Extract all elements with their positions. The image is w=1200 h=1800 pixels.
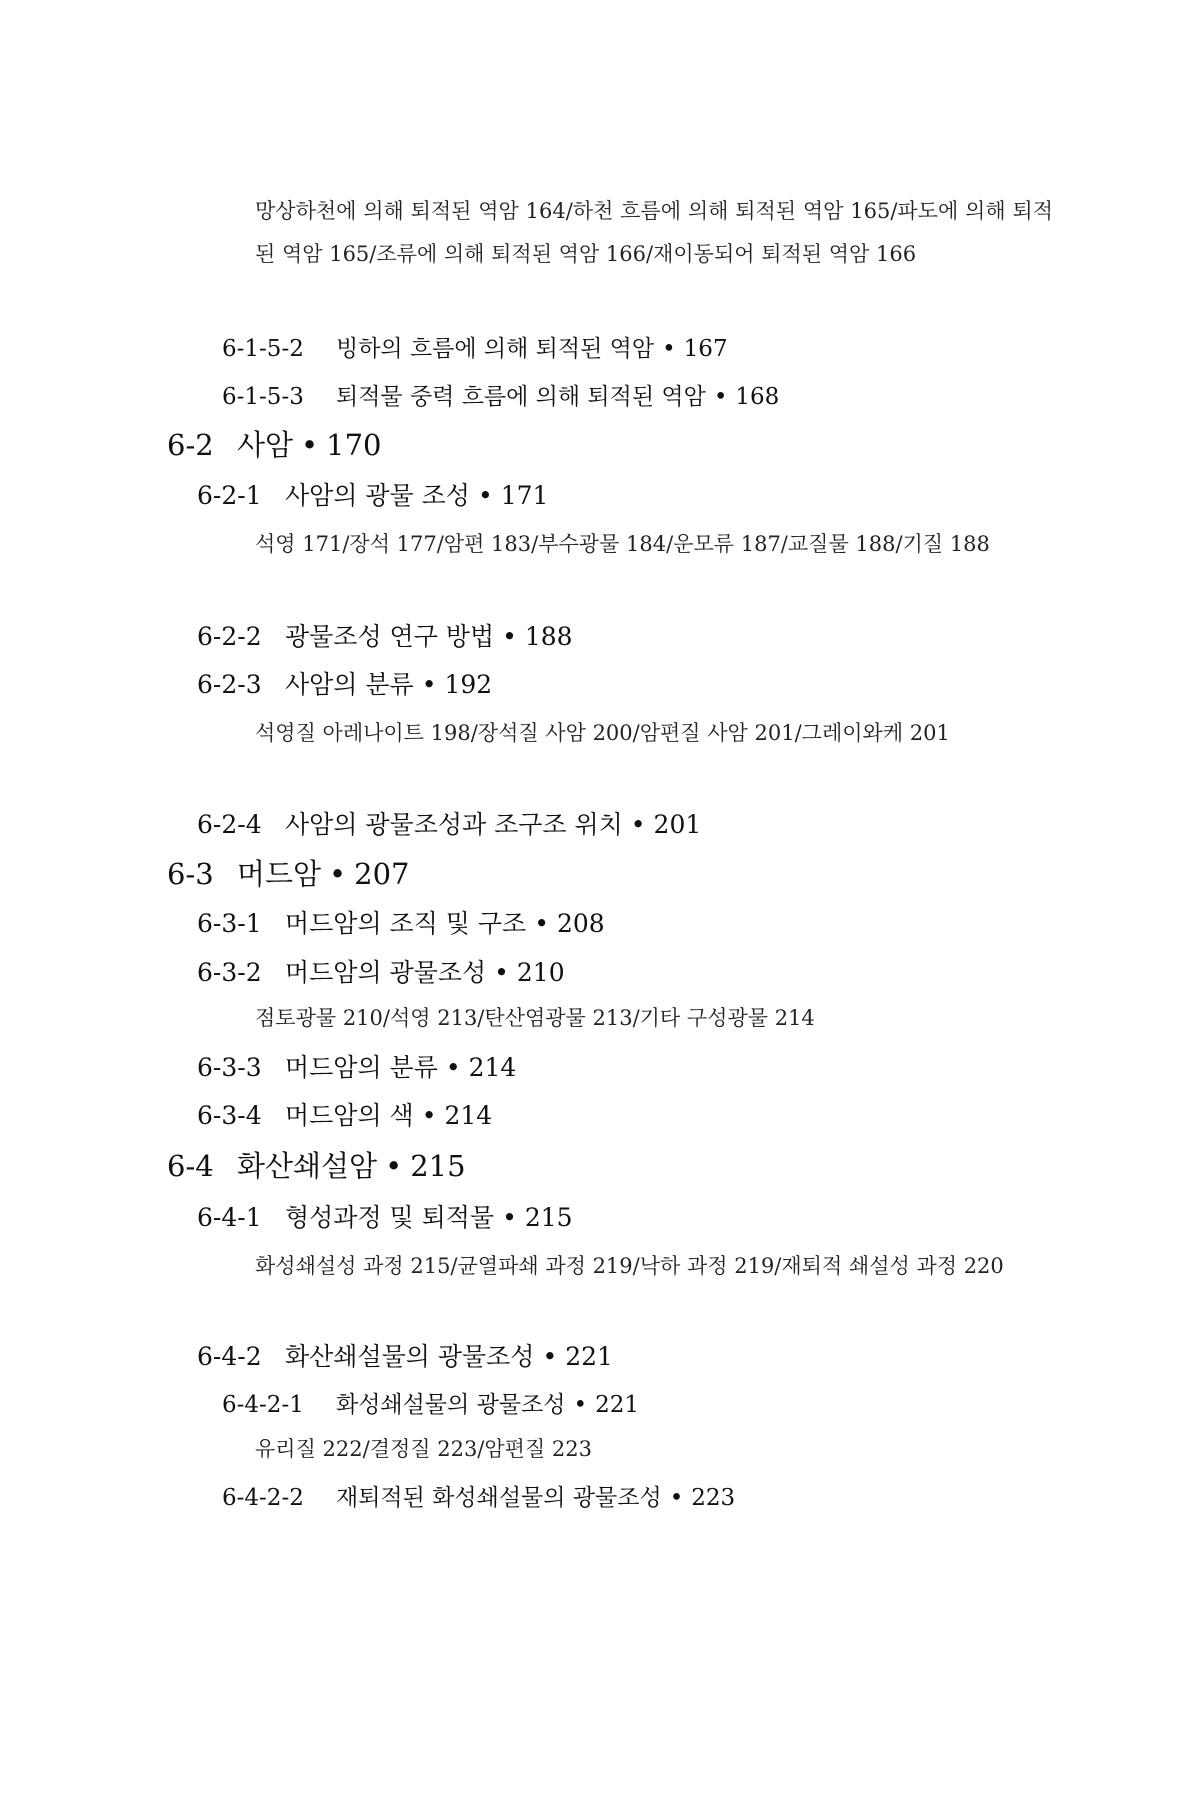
- section-title: 화성쇄설물의 광물조성: [336, 1392, 566, 1418]
- toc-entry-6-3-4: [197, 1096, 492, 1132]
- toc-entry-6-2-2: [197, 617, 573, 653]
- toc-entry-6-2: [167, 423, 382, 464]
- separator-dot: •: [301, 428, 319, 462]
- section-title: 화산쇄설물의 광물조성: [285, 1342, 535, 1371]
- section-title: 광물조성 연구 방법: [285, 622, 495, 651]
- toc-entry-6-3-2: [197, 953, 565, 989]
- toc-entry-6-3-3: [197, 1048, 516, 1084]
- toc-entry-6-4-1: [197, 1198, 573, 1234]
- page-number: 221: [595, 1392, 639, 1418]
- separator-dot: •: [445, 1053, 461, 1082]
- page-number: 210: [516, 958, 565, 987]
- separator-dot: •: [421, 670, 437, 699]
- separator-dot: •: [534, 909, 549, 938]
- separator-dot: •: [385, 1149, 403, 1183]
- toc-item-description: 망상하천에 의해 퇴적된 역암 164/하천 흐름에 의해 퇴적된 역암 165/파도에 의해 퇴적된 역암 165/조류에 의해 퇴적된 역암 166/재이동되어 퇴적된 역암 166: [255, 199, 1053, 266]
- separator-dot: •: [662, 336, 676, 362]
- section-title: 화산쇄설암: [237, 1149, 378, 1183]
- section-number: 6-2: [167, 428, 214, 462]
- section-title: 사암의 광물 조성: [285, 481, 470, 510]
- toc-entry-6-2-3: [197, 665, 492, 701]
- separator-dot: •: [494, 958, 509, 987]
- separator-dot: •: [502, 622, 517, 651]
- separator-dot: •: [713, 384, 728, 410]
- page-number: 208: [556, 909, 605, 938]
- page-number: 192: [444, 670, 493, 699]
- section-number: 6-3-4: [197, 1101, 262, 1130]
- page-number: 207: [354, 857, 410, 891]
- toc-entry-6-3-1: [197, 904, 605, 940]
- section-title: 머드암의 광물조성: [285, 958, 487, 987]
- page-number: 188: [524, 622, 573, 651]
- toc-item-description: 점토광물 210/석영 213/탄산염광물 213/기타 구성광물 214: [255, 1006, 815, 1030]
- toc-entry-6-4: [167, 1144, 466, 1185]
- section-number: 6-2-3: [197, 670, 262, 699]
- separator-dot: •: [421, 1101, 437, 1130]
- toc-entry-6-2-4: [197, 805, 701, 841]
- section-number: 6-2-2: [197, 622, 262, 651]
- separator-dot: •: [630, 810, 646, 839]
- section-number: 6-4-2-2: [222, 1485, 304, 1511]
- section-number: 6-1-5-2: [222, 336, 304, 362]
- section-title: 사암의 분류: [285, 670, 414, 699]
- separator-dot: •: [477, 481, 493, 510]
- separator-dot: •: [329, 857, 347, 891]
- toc-entry-6-1-5-2: [222, 330, 728, 363]
- toc-entry-6-3: [167, 852, 410, 893]
- separator-dot: •: [502, 1203, 517, 1232]
- toc-entry-6-4-2: [197, 1337, 613, 1373]
- section-title: 머드암: [237, 857, 322, 891]
- section-title: 사암: [237, 428, 294, 462]
- page-number: 171: [500, 481, 549, 510]
- section-title: 머드암의 분류: [285, 1053, 438, 1082]
- toc-entry-6-4-2-2: [222, 1479, 735, 1512]
- page-number: 214: [444, 1101, 493, 1130]
- section-title: 머드암의 색: [285, 1101, 414, 1130]
- page-number: 223: [691, 1485, 736, 1511]
- section-title: 사암의 광물조성과 조구조 위치: [285, 810, 623, 839]
- toc-item-description: 석영질 아레나이트 198/장석질 사암 200/암편질 사암 201/그레이와케 201: [255, 721, 950, 745]
- section-title: 형성과정 및 퇴적물: [285, 1203, 495, 1232]
- page-number: 214: [468, 1053, 517, 1082]
- toc-entry-6-1-5-3: [222, 378, 779, 411]
- separator-dot: •: [669, 1485, 684, 1511]
- section-number: 6-4-1: [197, 1203, 262, 1232]
- section-number: 6-1-5-3: [222, 384, 304, 410]
- section-number: 6-4-2-1: [222, 1392, 304, 1418]
- toc-entry-6-4-2-1: [222, 1386, 639, 1419]
- section-title: 재퇴적된 화성쇄설물의 광물조성: [336, 1485, 662, 1511]
- page-number: 215: [524, 1203, 573, 1232]
- section-title: 빙하의 흐름에 의해 퇴적된 역암: [336, 336, 655, 362]
- section-number: 6-4: [167, 1149, 214, 1183]
- section-number: 6-3-3: [197, 1053, 262, 1082]
- separator-dot: •: [573, 1392, 588, 1418]
- toc-item-description: 석영 171/장석 177/암편 183/부수광물 184/운모류 187/교질물 188/기질 188: [255, 532, 990, 556]
- section-number: 6-3-1: [197, 909, 262, 938]
- separator-dot: •: [542, 1342, 558, 1371]
- section-number: 6-2-1: [197, 481, 262, 510]
- section-title: 머드암의 조직 및 구조: [285, 909, 527, 938]
- toc-item-description: 화성쇄설성 과정 215/균열파쇄 과정 219/낙하 과정 219/재퇴적 쇄설성 과정 220: [255, 1254, 1004, 1278]
- page-number: 221: [565, 1342, 613, 1371]
- section-title: 퇴적물 중력 흐름에 의해 퇴적된 역암: [336, 384, 706, 410]
- section-number: 6-3: [167, 857, 214, 891]
- page-number: 215: [410, 1149, 466, 1183]
- page-number: 201: [653, 810, 702, 839]
- section-number: 6-3-2: [197, 958, 262, 987]
- toc-item-description: 유리질 222/결정질 223/암편질 223: [255, 1437, 592, 1461]
- page-number: 168: [735, 384, 780, 410]
- section-number: 6-2-4: [197, 810, 262, 839]
- page-number: 167: [683, 336, 728, 362]
- page-number: 170: [326, 428, 382, 462]
- toc-entry-6-2-1: [197, 476, 548, 512]
- section-number: 6-4-2: [197, 1342, 262, 1371]
